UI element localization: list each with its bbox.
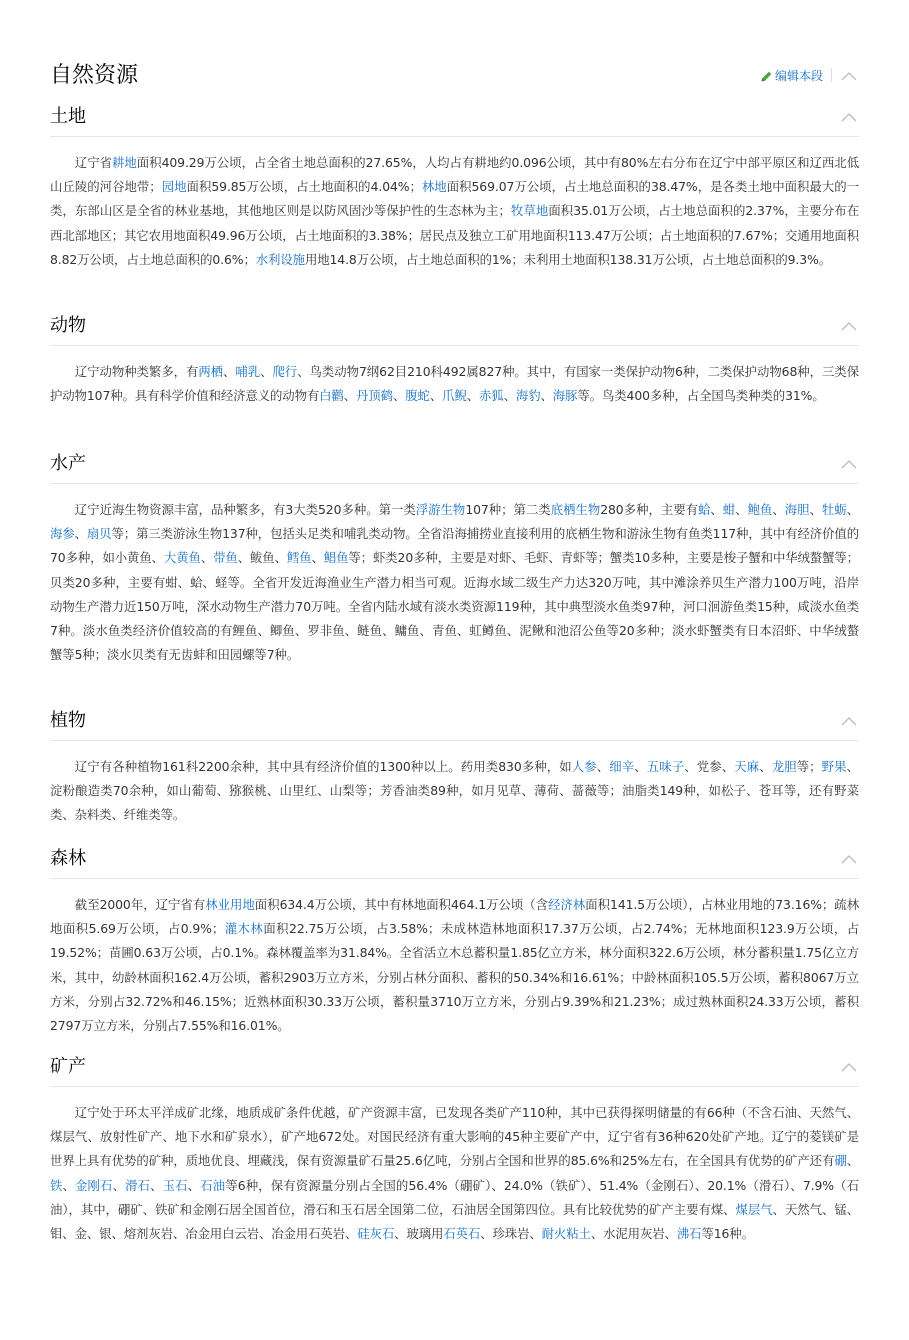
page-title: 自然资源 bbox=[50, 63, 139, 88]
inline-link[interactable]: 浮游生物 bbox=[415, 502, 466, 517]
inline-link[interactable]: 石油 bbox=[200, 1177, 226, 1193]
section-paragraph bbox=[50, 360, 859, 408]
paragraph-text: 、 bbox=[809, 502, 822, 517]
paragraph-text: 等； bbox=[796, 759, 822, 774]
section-title: 矿产 bbox=[50, 1056, 86, 1077]
section-forest bbox=[50, 844, 859, 1051]
collapse-all-button[interactable] bbox=[841, 71, 857, 81]
chevron-up-icon bbox=[841, 716, 857, 726]
paragraph-text: 、 bbox=[846, 502, 859, 517]
paragraph-text: 等6种，保有资源量分别占全国的56.4%（硼矿）、24.0%（铁矿）、51.4%（金刚石）、20.1%（滑石）、7.9%（石油），其中，硼矿、铁矿和金刚石居全国首位，滑石和玉石居全国第二位，石油居全国第四位。具有比较优势的矿产主要有煤、 bbox=[50, 1177, 859, 1217]
inline-link[interactable]: 林地 bbox=[421, 179, 447, 195]
inline-link[interactable]: 灌木林 bbox=[224, 921, 264, 937]
section-paragraph bbox=[50, 151, 859, 272]
inline-link[interactable]: 哺乳 bbox=[235, 364, 261, 379]
collapse-section-button[interactable] bbox=[841, 716, 857, 726]
paragraph-text: 辽宁处于环太平洋成矿北缘，地质成矿条件优越，矿产资源丰富，已发现各类矿产110种，其中已获得探明储量的有66种（不含石油、天然气、煤层气、放射性矿产、地下水和矿泉水），矿产地672处。对国民经济有重大影响的45种主要矿产中，辽宁省有36种620处矿产地。辽宁的菱镁矿是世界上具有优势的矿种，质地优良、埋藏浅，保有资源量矿石量25.6亿吨，分别占全国和世界的85.6%和25%左右，在全国具有优势的矿产还有 bbox=[50, 1105, 859, 1169]
paragraph-text: 辽宁动物种类繁多，有 bbox=[74, 364, 199, 379]
paragraph-text: 、 bbox=[112, 1177, 126, 1193]
inline-link[interactable]: 沸石 bbox=[676, 1226, 702, 1242]
inline-link[interactable]: 天麻 bbox=[734, 759, 760, 774]
inline-link[interactable]: 铁 bbox=[50, 1177, 63, 1193]
paragraph-text: 、 bbox=[735, 502, 748, 517]
section-aquatic bbox=[50, 449, 859, 680]
chevron-up-icon bbox=[841, 854, 857, 864]
paragraph-text: 、水泥用灰岩、 bbox=[590, 1226, 677, 1242]
section-title: 水产 bbox=[50, 453, 86, 474]
paragraph-text: 面积141.5万公顷），占林业用地的73.16%；疏林地面积5.69万公顷，占0.9%； bbox=[50, 897, 859, 937]
paragraph-text: 、 bbox=[429, 388, 443, 404]
inline-link[interactable]: 园地 bbox=[161, 179, 187, 195]
inline-link[interactable]: 大黄鱼 bbox=[163, 550, 201, 566]
inline-link[interactable]: 带鱼 bbox=[213, 550, 238, 566]
collapse-section-button[interactable] bbox=[841, 854, 857, 864]
main-header bbox=[50, 58, 859, 94]
inline-link[interactable]: 滑石 bbox=[125, 1177, 151, 1193]
paragraph-text: 、 bbox=[343, 388, 357, 404]
paragraph-text: 、 bbox=[150, 1177, 163, 1193]
chevron-up-icon bbox=[841, 459, 857, 469]
paragraph-text: 、 bbox=[846, 1153, 859, 1169]
inline-link[interactable]: 牡蛎 bbox=[821, 502, 847, 517]
inline-link[interactable]: 龙胆 bbox=[771, 759, 797, 774]
edit-section-button[interactable] bbox=[760, 64, 823, 88]
paragraph-text: 、淀粉酿造类70余种，如山葡萄、猕猴桃、山里红、山梨等；芳香油类89种，如月见草、薄荷、蔷薇等；油脂类149种，如松子、苍耳等，还有野菜类、杂料类、纤维类等。 bbox=[50, 759, 859, 823]
section-paragraph bbox=[50, 755, 859, 828]
collapse-section-button[interactable] bbox=[841, 459, 857, 469]
section-title: 动物 bbox=[50, 315, 86, 336]
inline-link[interactable]: 海豚 bbox=[552, 388, 578, 404]
paragraph-text: 面积409.29万公顷，占全省土地总面积的27.65%，人均占有耕地约0.096公顷，其中有80%左右分布在辽宁中部平原区和辽西北低山丘陵的河谷地带； bbox=[50, 155, 859, 195]
paragraph-text: 、 bbox=[392, 388, 406, 404]
paragraph-text: 、 bbox=[596, 759, 610, 774]
inline-link[interactable]: 水利设施 bbox=[255, 251, 305, 267]
paragraph-text: 、珍珠岩、 bbox=[480, 1226, 542, 1242]
section-plants bbox=[50, 706, 859, 840]
pencil-icon bbox=[760, 70, 773, 83]
inline-link[interactable]: 经济林 bbox=[548, 897, 586, 912]
paragraph-text: 截至2000年，辽宁省有 bbox=[74, 897, 206, 912]
inline-link[interactable]: 牧草地 bbox=[510, 203, 549, 219]
inline-link[interactable]: 爬行 bbox=[272, 364, 298, 379]
paragraph-text: 、玻璃用 bbox=[394, 1226, 444, 1242]
paragraph-text: 面积35.01万公顷，占土地总面积的2.37%，主要分布在西北部地区；其它农用地面积49.96万公顷，占土地面积的3.38%；居民点及独立工矿用地面积113.47万公顷；占土地面积的7.67%；交通用地面积8.82万公顷，占土地总面积的0.6%； bbox=[50, 203, 860, 267]
paragraph-text: 、 bbox=[74, 526, 87, 542]
paragraph-text: 107种；第二类 bbox=[465, 502, 551, 517]
inline-link[interactable]: 硼 bbox=[834, 1153, 847, 1169]
inline-link[interactable]: 细辛 bbox=[609, 759, 635, 774]
chevron-up-icon bbox=[841, 112, 857, 122]
inline-link[interactable]: 腹蛇 bbox=[405, 388, 430, 404]
paragraph-text: 等。鸟类400多种，占全国鸟类种类的31%。 bbox=[577, 388, 825, 404]
edit-label: 编辑本段 bbox=[774, 69, 823, 83]
section-header bbox=[50, 449, 859, 484]
inline-link[interactable]: 赤狐 bbox=[479, 388, 504, 404]
paragraph-text: 面积22.75万公顷，占3.58%；未成林造林地面积17.37万公顷，占2.74%；无林地面积123.9万公顷，占19.52%；苗圃0.63万公顷，占0.1%。森林覆盖率为31.84%。全省活立木总蓄积量1.85亿立方米，林分面积322.6万公顷，林分蓄积量1.75亿立方米，其中，幼龄林面积162.4万公顷，蓄积2903万立方米，分别占林分面积、蓄积的50.34%和16.61%；中龄林面积105.5万公顷，蓄积8067万立方米，分别占32.72%和46.15%；近熟林面积30.33万公顷，蓄积量3710万立方米，分别占9.39%和21.23%；成过熟林面积24.33万公顷，蓄积2797万立方米，分别占7.55%和16.01%。 bbox=[50, 921, 859, 1034]
inline-link[interactable]: 林业用地 bbox=[205, 897, 255, 912]
paragraph-text: 、 bbox=[187, 1177, 201, 1193]
paragraph-text: 面积569.07万公顷，占土地总面积的38.47%，是各类土地中面积最大的一类，东部山区是全省的林业基地，其他地区则是以防风固沙等保护性的生态林为主； bbox=[50, 179, 859, 219]
section-paragraph bbox=[50, 498, 859, 667]
chevron-up-icon bbox=[841, 71, 857, 81]
paragraph-text: 、鲅鱼、 bbox=[237, 550, 287, 566]
paragraph-text: 、 bbox=[311, 550, 324, 566]
paragraph-text: 280多种，主要有 bbox=[600, 502, 698, 517]
section-minerals bbox=[50, 1052, 859, 1259]
paragraph-text: 辽宁省 bbox=[74, 155, 112, 170]
paragraph-text: 、党参、 bbox=[684, 759, 735, 774]
paragraph-text: 等；虾类20多种，主要是对虾、毛虾、青虾等；蟹类10多种，主要是梭子蟹和中华绒螯蟹等；贝类20多种，主要有蚶、蛤、蛏等。全省开发近海渔业生产潜力相当可观。近海水域二级生产力达320万吨，其中滩涂养贝生产潜力100万吨，沿岸动物生产潜力近150万吨，深水动物生产潜力70万吨。全省内陆水域有淡水类资源119种，其中典型淡水鱼类97种，河口洄游鱼类15种，咸淡水鱼类7种。淡水鱼类经济价值较高的有鲤鱼、鲫鱼、罗非鱼、鲢鱼、鳙鱼、青鱼、虹鳟鱼、泥鳅和池沼公鱼等20多种；淡水虾蟹类有日本沼虾、中华绒螯蟹等5种；淡水贝类有无齿蚌和田园螺等7种。 bbox=[50, 550, 859, 663]
collapse-section-button[interactable] bbox=[841, 1062, 857, 1072]
section-header bbox=[50, 844, 859, 879]
paragraph-text: 、天然气、锰、钼、金、银、熔剂灰岩、冶金用白云岩、冶金用石英岩、 bbox=[50, 1201, 859, 1242]
inline-link[interactable]: 白鹳 bbox=[319, 388, 344, 404]
paragraph-text: 面积59.85万公顷，占土地面积的4.04%； bbox=[186, 179, 422, 195]
paragraph-text: 用地14.8万公顷，占土地总面积的1%；未利用土地面积138.31万公顷，占土地总面积的9.3%。 bbox=[304, 251, 832, 267]
chevron-up-icon bbox=[841, 1062, 857, 1072]
paragraph-text: 、 bbox=[540, 388, 553, 404]
inline-link[interactable]: 底栖生物 bbox=[550, 502, 601, 517]
inline-link[interactable]: 金刚石 bbox=[75, 1177, 113, 1193]
inline-link[interactable]: 鲳鱼 bbox=[323, 550, 349, 566]
paragraph-text: 、 bbox=[772, 502, 785, 517]
paragraph-text: 辽宁近海生物资源丰富，品种繁多，有3大类520多种。第一类 bbox=[74, 502, 416, 517]
section-land bbox=[50, 102, 859, 284]
paragraph-text: 面积634.4万公顷，其中有林地面积464.1万公顷（含 bbox=[254, 897, 549, 912]
section-title: 植物 bbox=[50, 710, 86, 731]
inline-link[interactable]: 鳕鱼 bbox=[286, 550, 312, 566]
paragraph-text: 、 bbox=[200, 550, 214, 566]
section-animals bbox=[50, 311, 859, 421]
paragraph-text: 辽宁有各种植物161科2200余种，其中具有经济价值的1300种以上。药用类830多种，如 bbox=[74, 759, 572, 774]
section-header bbox=[50, 706, 859, 741]
paragraph-text: 、 bbox=[260, 364, 273, 379]
section-title: 土地 bbox=[50, 106, 86, 127]
inline-link[interactable]: 石英石 bbox=[443, 1226, 481, 1242]
paragraph-text: 、 bbox=[634, 759, 647, 774]
section-header bbox=[50, 102, 859, 137]
inline-link[interactable]: 两栖 bbox=[198, 364, 224, 379]
paragraph-text: 、 bbox=[503, 388, 516, 404]
section-header bbox=[50, 1052, 859, 1087]
inline-link[interactable]: 五味子 bbox=[646, 759, 685, 774]
inline-link[interactable]: 蚶 bbox=[722, 502, 736, 517]
section-title: 森林 bbox=[50, 848, 86, 869]
paragraph-text: 、 bbox=[466, 388, 480, 404]
section-paragraph bbox=[50, 1101, 859, 1246]
inline-link[interactable]: 蛤 bbox=[698, 502, 711, 517]
section-header bbox=[50, 311, 859, 346]
inline-link[interactable]: 玉石 bbox=[162, 1177, 188, 1193]
inline-link[interactable]: 鲍鱼 bbox=[747, 502, 773, 517]
inline-link[interactable]: 硅灰石 bbox=[357, 1226, 395, 1242]
paragraph-text: 、 bbox=[62, 1177, 76, 1193]
section-paragraph bbox=[50, 893, 859, 1038]
paragraph-text: 等；第三类游泳生物137种，包括头足类和哺乳类动物。全省沿海捕捞业直接利用的底栖生物和游泳生物有鱼类117种，其中有经济价值的70多种，如小黄鱼、 bbox=[50, 526, 859, 566]
inline-link[interactable]: 丹顶鹤 bbox=[356, 388, 393, 404]
paragraph-text: 等16种。 bbox=[701, 1226, 754, 1242]
paragraph-text: 、鸟类动物7纲62目210科492属827种。其中，有国家一类保护动物6种，二类保护动物68种，三类保护动物107种。具有科学价值和经济意义的动物有 bbox=[50, 364, 860, 404]
inline-link[interactable]: 野果 bbox=[821, 759, 847, 774]
collapse-section-button[interactable] bbox=[841, 321, 857, 331]
inline-link[interactable]: 煤层气 bbox=[735, 1201, 773, 1217]
chevron-up-icon bbox=[841, 321, 857, 331]
inline-link[interactable]: 耕地 bbox=[112, 155, 137, 170]
inline-link[interactable]: 扇贝 bbox=[86, 526, 112, 542]
inline-link[interactable]: 人参 bbox=[571, 759, 597, 774]
inline-link[interactable]: 海豹 bbox=[515, 388, 541, 404]
paragraph-text: 、 bbox=[710, 502, 723, 517]
inline-link[interactable]: 海参 bbox=[50, 526, 75, 542]
divider bbox=[831, 68, 832, 82]
inline-link[interactable]: 爪鲵 bbox=[442, 388, 467, 404]
collapse-section-button[interactable] bbox=[841, 112, 857, 122]
paragraph-text: 、 bbox=[223, 364, 236, 379]
inline-link[interactable]: 海胆 bbox=[784, 502, 810, 517]
inline-link[interactable]: 耐火粘土 bbox=[541, 1226, 591, 1242]
paragraph-text: 、 bbox=[759, 759, 772, 774]
